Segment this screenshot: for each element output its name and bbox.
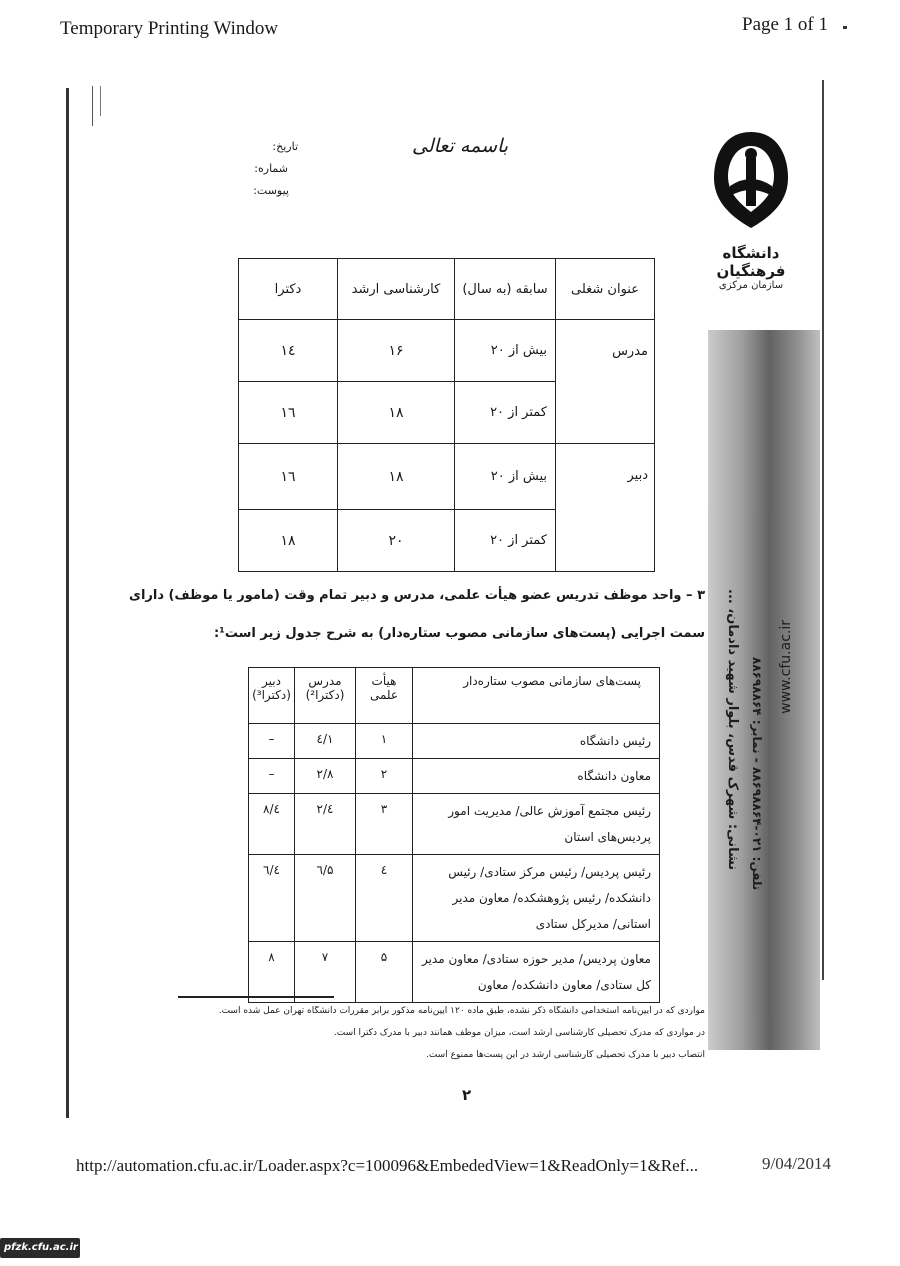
page-number: ۲ [462, 1086, 472, 1104]
table-header-row [249, 668, 660, 724]
table-row [249, 759, 660, 794]
phd-cell: ۱۸ [239, 510, 338, 572]
contact-phone: تلفن: ۰۲۱-۸۸۶۹۸۸۶۴ - نمابر: ۸۸۶۹۸۸۶۴ [750, 656, 764, 890]
paragraph-line-2: سمت اجرایی (پست‌های سازمانی مصوب ستاره‌دار) به شرح جدول زیر است¹: [213, 626, 705, 641]
window-title: Temporary Printing Window [60, 18, 279, 39]
position-cell: معاون دانشگاه [413, 759, 660, 794]
contact-side-strip [708, 330, 820, 1050]
table-row [249, 794, 660, 855]
table-row [239, 444, 655, 510]
col-header-teacher: دبیر (دکترا³) [249, 668, 295, 724]
scan-right-margin-line [822, 80, 824, 980]
table-row [249, 942, 660, 1003]
lecturer-cell: ۱/٤ [295, 724, 356, 759]
number-label: شماره: [254, 162, 288, 175]
experience-cell: کمتر از ۲۰ [455, 510, 556, 572]
scan-left-margin-line [66, 88, 69, 1118]
scan-left-margin-line-thin [92, 86, 93, 126]
col-header-lecturer: مدرس (دکترا²) [295, 668, 356, 724]
attachment-label: پیوست: [253, 184, 289, 197]
salutation: باسمه تعالی [412, 135, 509, 157]
table-row [249, 724, 660, 759]
paragraph-line-1: ۳ – واحد موظف تدریس عضو هیأت علمی، مدرس و دبیر تمام وقت (مامور یا موظف) دارای [129, 588, 705, 603]
footnote-1: مواردی که در آیین‌نامه استخدامی دانشگاه ذکر نشده، طبق ماده ۱۲۰ آیین‌نامه مذکور برابر مقررات دانشگاه تهران عمل شده است. [218, 1006, 705, 1016]
dot-mark [843, 26, 847, 29]
footnote-separator [178, 996, 334, 998]
experience-cell: کمتر از ۲۰ [455, 382, 556, 444]
faculty-cell: ۵ [356, 942, 413, 1003]
masters-cell: ۲۰ [338, 510, 455, 572]
logo-subtitle: سازمان مرکزی [718, 280, 784, 291]
faculty-cell: ٤ [356, 855, 413, 942]
position-cell: معاون پردیس/ مدیر حوزه ستادی/ معاون مدیر کل ستادی/ معاون دانشکده/ معاون [413, 942, 660, 1003]
lecturer-cell: ۲/۸ [295, 759, 356, 794]
col-header-faculty: هیأت علمی [356, 668, 413, 724]
faculty-cell: ۱ [356, 724, 413, 759]
lecturer-cell: ۷ [295, 942, 356, 1003]
contact-website: www.cfu.ac.ir [778, 620, 794, 714]
url-date: 9/04/2014 [762, 1154, 831, 1173]
masters-cell: ۱۸ [338, 444, 455, 510]
role-cell: دبیر [556, 444, 655, 572]
footnote-2: در مواردی که مدرک تحصیلی کارشناسی ارشد است، میزان موظف همانند دبیر با مدرک دکترا است. [333, 1028, 705, 1038]
teacher-cell: ٤/۸ [249, 794, 295, 855]
teacher-cell: – [249, 759, 295, 794]
position-cell: رئیس پردیس/ رئیس مرکز ستادی/ رئیس دانشکده/ رئیس پژوهشکده/ معاون مدیر استانی/ مدیرکل ستادی [413, 855, 660, 942]
logo-emblem-icon [706, 128, 796, 238]
university-logo [706, 128, 796, 291]
executive-post-workload-table [248, 667, 660, 1003]
masters-cell: ۱۸ [338, 382, 455, 444]
position-cell: رئیس دانشگاه [413, 724, 660, 759]
table-header-row [239, 259, 655, 320]
table-row [239, 320, 655, 382]
date-label: تاریخ: [272, 140, 298, 153]
table-row [249, 855, 660, 942]
faculty-cell: ۳ [356, 794, 413, 855]
teacher-cell: – [249, 724, 295, 759]
contact-address: نشانی: شهرک قدس، بلوار شهید دادمان، ... [725, 588, 740, 870]
phd-cell: ۱٦ [239, 444, 338, 510]
experience-cell: بیش از ۲۰ [455, 444, 556, 510]
col-header-masters: کارشناسی ارشد [338, 259, 455, 320]
position-cell: رئیس مجتمع آموزش عالی/ مدیریت امور پردیس‌های استان [413, 794, 660, 855]
teacher-cell: ٦/٤ [249, 855, 295, 942]
faculty-cell: ۲ [356, 759, 413, 794]
col-header-experience: سابقه (به سال) [455, 259, 556, 320]
footnote-3: انتصاب دبیر با مدرک تحصیلی کارشناسی ارشد در این پست‌ها ممنوع است. [425, 1050, 705, 1060]
lecturer-cell: ٤/۲ [295, 794, 356, 855]
phd-cell: ۱٤ [239, 320, 338, 382]
url-footer: http://automation.cfu.ac.ir/Loader.aspx?c=100096&EmbededView=1&ReadOnly=1&Ref... [76, 1156, 699, 1175]
experience-cell: بیش از ۲۰ [455, 320, 556, 382]
col-header-position: پست‌های سازمانی مصوب ستاره‌دار [413, 668, 660, 724]
lecturer-cell: ۵/٦ [295, 855, 356, 942]
site-badge[interactable] [0, 1238, 80, 1258]
site-badge-label: pfzk.cfu.ac.ir [4, 1242, 78, 1253]
workload-table-by-experience [238, 258, 655, 572]
logo-name: دانشگاه فرهنگیان [716, 244, 786, 280]
phd-cell: ۱٦ [239, 382, 338, 444]
col-header-phd: دکترا [239, 259, 338, 320]
col-header-job-title: عنوان شغلی [556, 259, 655, 320]
page-indicator: Page 1 of 1 [742, 14, 829, 35]
role-cell: مدرس [556, 320, 655, 444]
teacher-cell: ۸ [249, 942, 295, 1003]
scan-left-margin-line-thin-2 [100, 86, 101, 116]
masters-cell: ۱۶ [338, 320, 455, 382]
